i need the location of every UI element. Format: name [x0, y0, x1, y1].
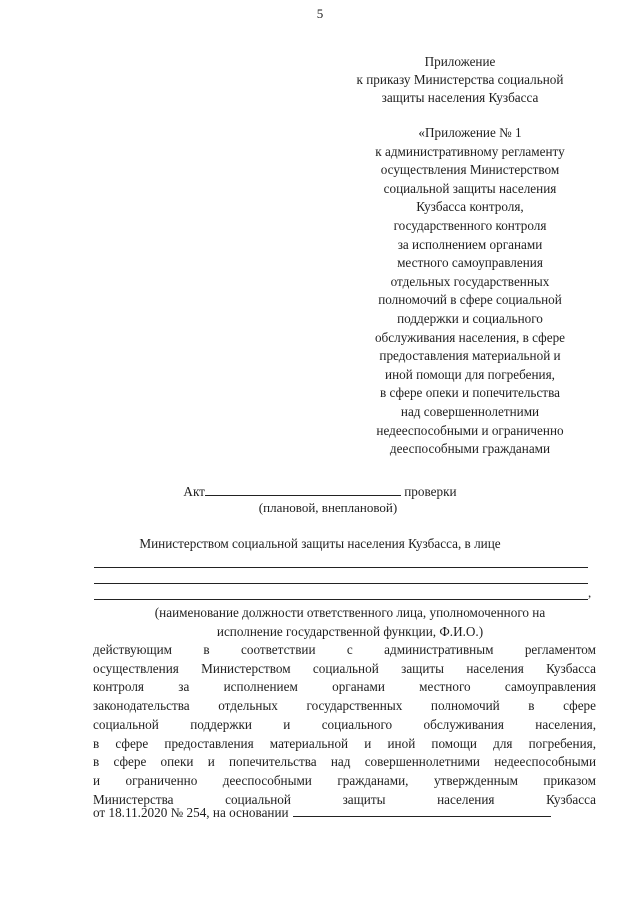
body-line: действующим в соответствии с административным регламентом: [93, 642, 596, 657]
act-type-hint: (плановой, внеплановой): [258, 500, 398, 515]
ministry-line: Министерством социальной защиты населения Кузбасса, в лице: [139, 536, 501, 551]
act-type-blank[interactable]: [205, 482, 401, 496]
body-paragraph: [93, 641, 596, 809]
appendix-header: [340, 53, 580, 107]
appendix-reference: [345, 124, 595, 459]
official-note-line: исполнение государственной функции, Ф.И.О.): [216, 624, 484, 639]
appendix-ref-line: полномочий в сфере социальной: [378, 292, 562, 308]
appendix-ref-line: дееспособными гражданами: [389, 441, 551, 457]
appendix-ref-line: государственного контроля: [393, 217, 547, 233]
official-blank-line[interactable]: [94, 599, 588, 600]
body-line: Министерства социальной защиты населения Кузбасса: [93, 791, 596, 807]
appendix-ref-line: в сфере опеки и попечительства: [380, 385, 560, 401]
official-note-line: (наименование должности ответственного лица, уполномоченного на: [154, 605, 546, 620]
appendix-ref-line: обслуживания населения, в сфере: [374, 329, 566, 345]
appendix-ref-line: за исполнением органами: [397, 236, 543, 252]
body-line: контроля за исполнением органами местного самоуправления: [93, 679, 596, 695]
appendix-ref-line: осуществления Министерством: [380, 162, 560, 178]
appendix-header-line: к приказу Министерства социальной: [356, 72, 564, 87]
appendix-ref-line: Кузбасса контроля,: [416, 199, 524, 215]
body-line: социальной поддержки и социального обслуживания населения,: [93, 716, 596, 732]
trailing-comma: ,: [588, 585, 592, 600]
appendix-ref-line: к административному регламенту: [375, 143, 565, 159]
appendix-header-line: Приложение: [424, 54, 496, 69]
appendix-ref-line: недееспособными и ограниченно: [376, 422, 564, 438]
body-line: в сфере предоставления материальной и иной помощи для погребения,: [93, 735, 596, 751]
appendix-ref-line: социальной защиты населения: [383, 180, 557, 196]
appendix-ref-line: отдельных государственных: [390, 273, 550, 289]
appendix-ref-line: местного самоуправления: [397, 255, 543, 271]
page-number: 5: [316, 6, 324, 21]
basis-blank[interactable]: [293, 803, 551, 817]
order-reference: от 18.11.2020 № 254, на основании: [93, 805, 289, 820]
appendix-ref-line: иной помощи для погребения,: [385, 366, 555, 382]
appendix-ref-line: предоставления материальной и: [379, 348, 561, 364]
official-blank-line[interactable]: [94, 567, 588, 568]
body-line: в сфере опеки и попечительства над совершеннолетними недееспособными: [93, 754, 596, 770]
appendix-ref-line: поддержки и социального: [397, 310, 543, 326]
appendix-ref-line: «Приложение № 1: [418, 125, 522, 140]
body-line: и ограниченно дееспособными гражданами, утвержденным приказом: [93, 772, 596, 788]
appendix-ref-line: над совершеннолетними: [400, 403, 540, 419]
official-note: [0, 603, 640, 641]
body-line: осуществления Министерством социальной защиты населения Кузбасса: [93, 660, 596, 676]
appendix-header-line: защиты населения Кузбасса: [381, 90, 539, 105]
act-label: Акт: [183, 484, 205, 499]
body-last-line: [93, 803, 596, 823]
act-check-word: проверки: [404, 484, 457, 499]
official-blank-line[interactable]: [94, 583, 588, 584]
body-line: законодательства отдельных государственных полномочий в сфере: [93, 698, 596, 714]
